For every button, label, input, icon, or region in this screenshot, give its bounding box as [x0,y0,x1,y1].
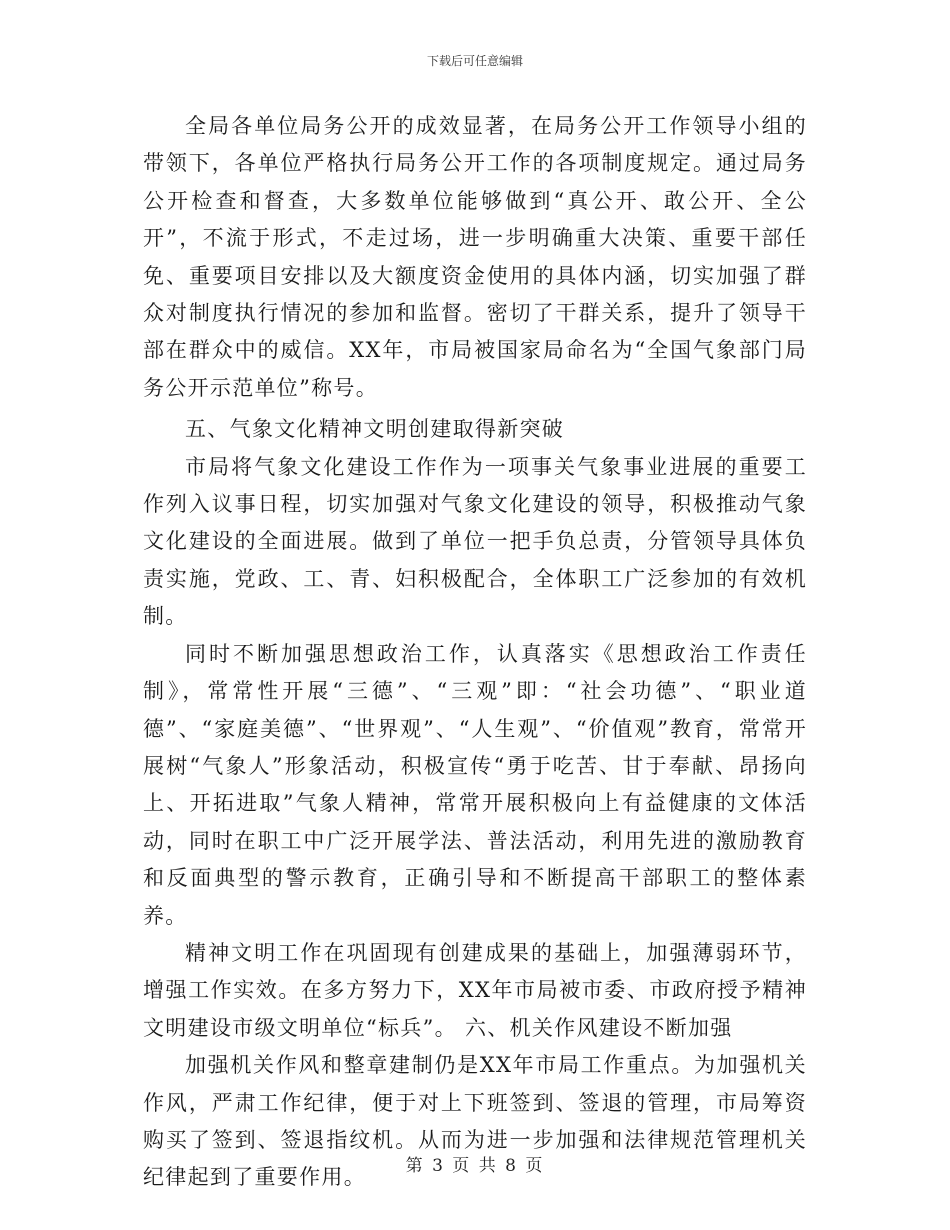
paragraph-culture-building: 市局将气象文化建设工作作为一项事关气象事业进展的重要工作列入议事日程，切实加强对气象文化建设的领导，积极推动气象文化建设的全面进展。做到了单位一把手负总责，分管领导具体负责实施，党政、工、青、妇积极配合，全体职工广泛参加的有效机制。 [143,454,807,629]
paragraph-civilization-work: 精神文明工作在巩固现有创建成果的基础上，加强薄弱环节，增强工作实效。在多方努力下，XX年市局被市委、市政府授予精神文明建设市级文明单位“标兵”。 六、机关作风建设不断加强 [143,940,807,1040]
page-footer: 第 3 页 共 8 页 [405,1156,545,1176]
document-body [143,108,807,1197]
paragraph-work-style: 加强机关作风和整章建制仍是XX年市局工作重点。为加强机关作风，严肃工作纪律，便于对上下班签到、签退的管理，市局筹资购买了签到、签退指纹机。从而为进一步加强和法律规范管理机关纪律起到了重要作用。 [143,1053,807,1190]
paragraph-publicity-results: 全局各单位局务公开的成效显著，在局务公开工作领导小组的带领下，各单位严格执行局务公开工作的各项制度规定。通过局务公开检查和督查，大多数单位能够做到“真公开、敢公开、全公开”，不流于形式，不走过场，进一步明确重大决策、重要干部任免、重要项目安排以及大额度资金使用的具体内涵，切实加强了群众对制度执行情况的参加和监督。密切了干群关系，提升了领导干部在群众中的威信。XX年，市局被国家局命名为“全国气象部门局务公开示范单位”称号。 [143,114,807,400]
page-header: 下载后可任意编辑 [426,54,523,68]
section-heading-culture: 五、气象文化精神文明创建取得新突破 [185,417,565,442]
paragraph-ideological-work: 同时不断加强思想政治工作，认真落实《思想政治工作责任制》，常常性开展“三德”、“三观”即：“社会功德”、“职业道德”、“家庭美德”、“世界观”、“人生观”、“价值观”教育，常常开展树“气象人”形象活动，积极宣传“勇于吃苦、甘于奉献、昂扬向上、开拓进取”气象人精神，常常开展积极向上有益健康的文体活动，同时在职工中广泛开展学法、普法活动，利用先进的激励教育和反面典型的警示教育，正确引导和不断提高干部职工的整体素养。 [143,641,807,928]
